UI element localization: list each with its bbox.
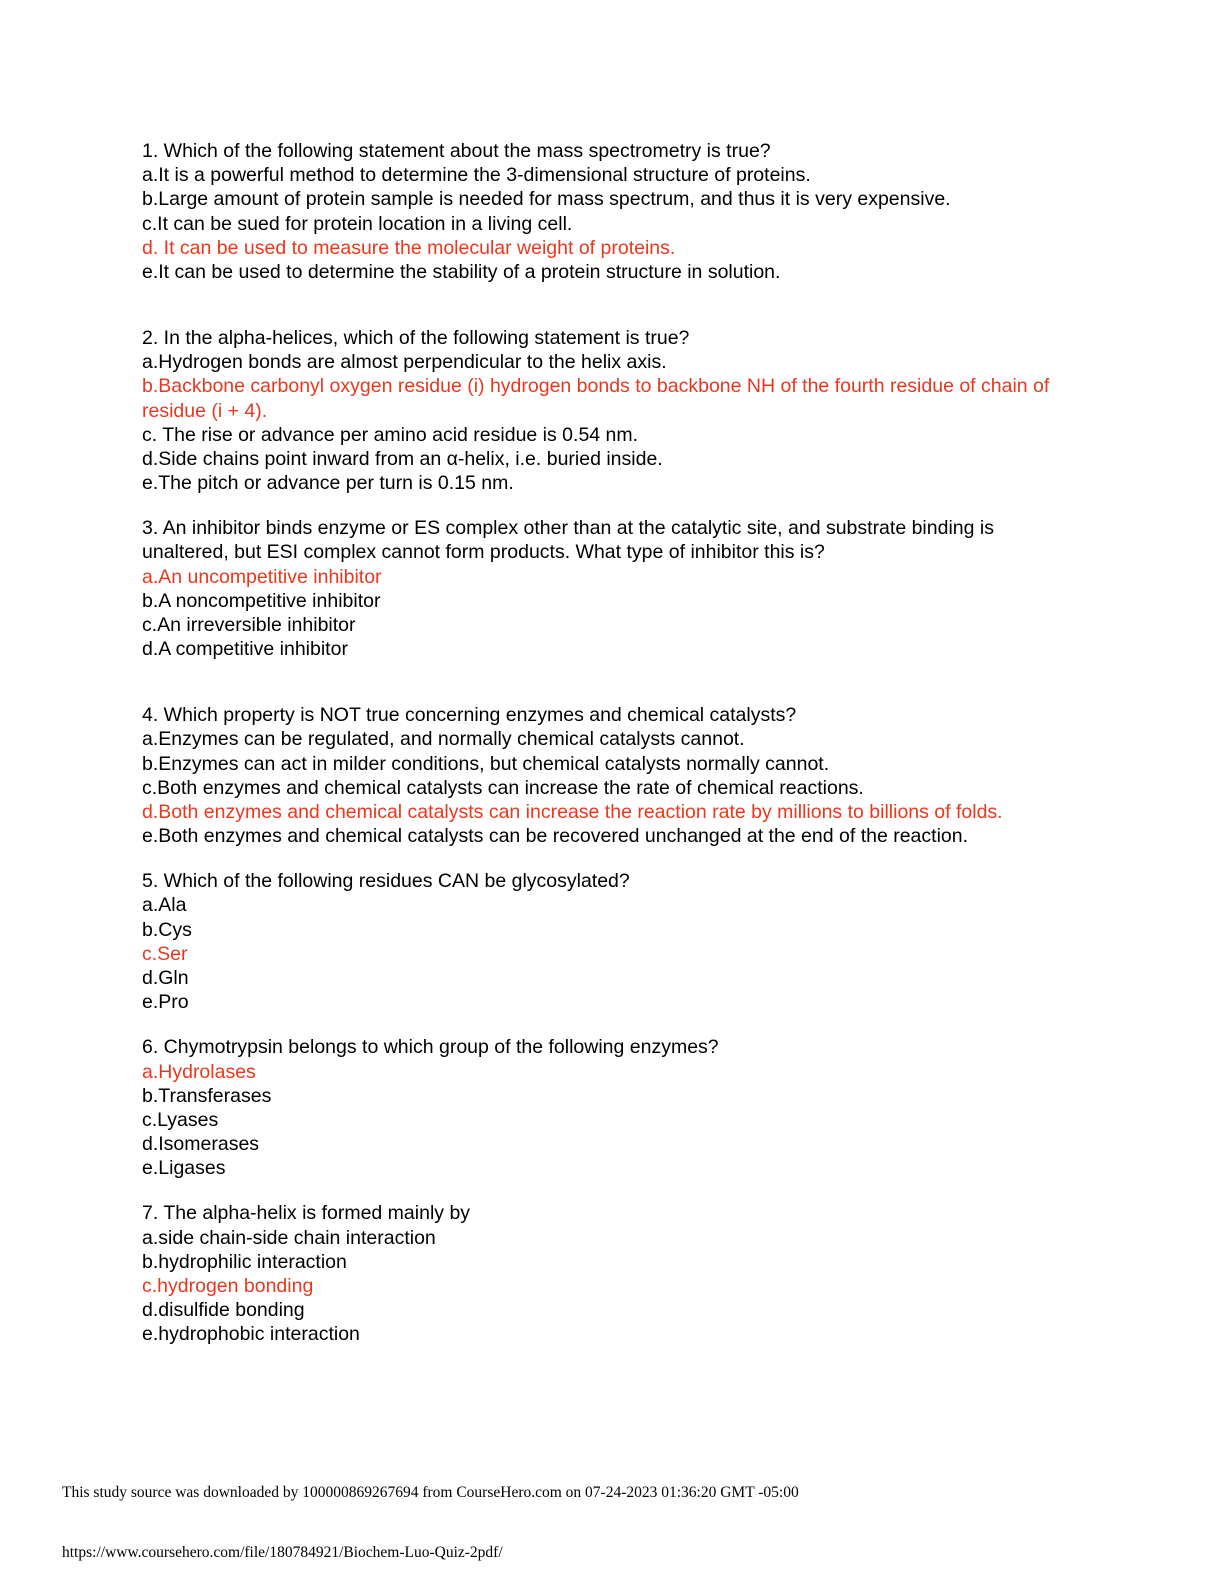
answer-option: d.Side chains point inward from an α-helix, i.e. buried inside. — [142, 447, 663, 470]
answer-option: b.Large amount of protein sample is needed for mass spectrum, and thus it is very expensive. — [142, 188, 951, 211]
answer-option: b.Enzymes can act in milder conditions, but chemical catalysts normally cannot. — [142, 752, 830, 775]
answer-option: c.An irreversible inhibitor — [142, 613, 356, 636]
question-block — [142, 703, 1084, 848]
answer-option: d.A competitive inhibitor — [142, 638, 348, 661]
answer-option: b.Transferases — [142, 1084, 272, 1107]
answer-option: d.Isomerases — [142, 1133, 260, 1156]
answer-option: e.Both enzymes and chemical catalysts can be recovered unchanged at the end of the reaction. — [142, 825, 969, 848]
source-url-link[interactable]: https://www.coursehero.com/file/180784921/Biochem-Luo-Quiz-2pdf/ — [62, 1544, 503, 1561]
answer-option-correct: a.Hydrolases — [142, 1060, 256, 1083]
answer-option: e.Ligases — [142, 1157, 226, 1180]
question-block — [142, 326, 1084, 495]
answer-option: e.Pro — [142, 991, 189, 1014]
answer-option: c.Lyases — [142, 1108, 219, 1131]
answer-option: c. The rise or advance per amino acid residue is 0.54 nm. — [142, 423, 639, 446]
question-block — [142, 516, 1084, 661]
question-text: 2. In the alpha-helices, which of the following statement is true? — [142, 327, 690, 350]
answer-option: b.Cys — [142, 918, 192, 941]
answer-option: a.Ala — [142, 894, 187, 917]
question-text: 5. Which of the following residues CAN be glycosylated? — [142, 870, 630, 893]
answer-option: e.It can be used to determine the stability of a protein structure in solution. — [142, 260, 781, 283]
answer-option: e.hydrophobic interaction — [142, 1323, 360, 1346]
answer-option: e.The pitch or advance per turn is 0.15 nm. — [142, 472, 514, 495]
answer-option: a.Enzymes can be regulated, and normally chemical catalysts cannot. — [142, 728, 745, 751]
question-block — [142, 1201, 1084, 1346]
answer-option: d.Gln — [142, 966, 189, 989]
question-text: 1. Which of the following statement about the mass spectrometry is true? — [142, 140, 771, 162]
answer-option-correct: c.hydrogen bonding — [142, 1274, 314, 1297]
answer-option: a.It is a powerful method to determine the 3-dimensional structure of proteins. — [142, 164, 811, 187]
question-text: 4. Which property is NOT true concerning enzymes and chemical catalysts? — [142, 704, 797, 727]
question-text: 6. Chymotrypsin belongs to which group of the following enzymes? — [142, 1036, 719, 1059]
answer-option: a.side chain-side chain interaction — [142, 1226, 436, 1249]
answer-option: b.A noncompetitive inhibitor — [142, 589, 381, 612]
question-block — [142, 139, 1084, 284]
answer-option-correct: c.Ser — [142, 942, 188, 965]
question-block — [142, 869, 1084, 1014]
answer-option-correct: d. It can be used to measure the molecular weight of proteins. — [142, 236, 676, 259]
quiz-content — [142, 139, 1084, 1346]
question-block — [142, 1035, 1084, 1180]
answer-option-correct: b.Backbone carbonyl oxygen residue (i) hydrogen bonds to backbone NH of the fourth residue of chain of residue (i + 4). — [142, 375, 1050, 422]
answer-option: c.Both enzymes and chemical catalysts can increase the rate of chemical reactions. — [142, 776, 864, 799]
question-text: 3. An inhibitor binds enzyme or ES complex other than at the catalytic site, and substrate binding is unaltered, but ESI complex cannot form products. What type of inhibitor this is? — [142, 517, 994, 564]
answer-option-correct: d.Both enzymes and chemical catalysts can increase the reaction rate by millions to billions of folds. — [142, 800, 1003, 823]
download-attribution-text: This study source was downloaded by 100000869267694 from CourseHero.com on 07-24-2023 01:36:20 GMT -05:00 — [62, 1484, 799, 1501]
answer-option: b.hydrophilic interaction — [142, 1250, 347, 1273]
answer-option: a.Hydrogen bonds are almost perpendicular to the helix axis. — [142, 351, 667, 374]
answer-option: c.It can be sued for protein location in a living cell. — [142, 212, 573, 235]
answer-option: d.disulfide bonding — [142, 1299, 305, 1322]
answer-option-correct: a.An uncompetitive inhibitor — [142, 565, 382, 588]
question-text: 7. The alpha-helix is formed mainly by — [142, 1202, 471, 1225]
